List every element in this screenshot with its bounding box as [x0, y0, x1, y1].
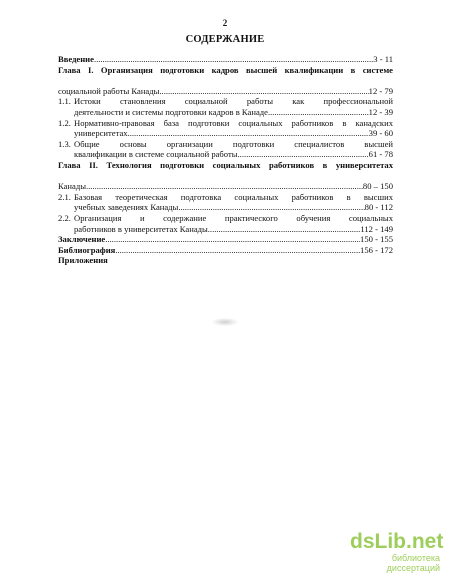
toc-leader-dots — [178, 202, 364, 213]
toc-entry-pages: 61 - 78 — [368, 149, 393, 160]
toc-entry-section-2-2[interactable] — [58, 213, 393, 234]
page-title: СОДЕРЖАНИЕ — [185, 34, 265, 45]
toc-entry-label: Библиография — [58, 244, 116, 255]
toc-entry-label: Введение — [58, 54, 94, 64]
toc-entry-pages: 12 - 39 — [368, 106, 393, 117]
toc-leader-dots — [159, 86, 368, 97]
toc-entry-pages: 112 - 149 — [360, 223, 393, 234]
toc-entry-section-1-2[interactable] — [58, 118, 393, 139]
toc-leader-dots — [105, 234, 360, 245]
toc-entry-title-line: Организация и содержание практического обучения социальных — [74, 212, 393, 223]
toc-entry-label: Заключение — [58, 234, 106, 245]
watermark-tagline: библиотека диссертаций — [386, 553, 440, 573]
toc-entry-title-line: Истоки становления социальной работы как профессиональной — [74, 96, 393, 107]
toc-entry-pages: 150 - 155 — [360, 234, 393, 245]
toc-entry-pages: 3 - 11 — [373, 54, 393, 64]
toc-entry-chapter-2[interactable] — [58, 160, 393, 192]
toc-entry-introduction[interactable] — [58, 54, 393, 65]
toc-entry-label: Приложения — [58, 255, 108, 266]
scan-smudge — [212, 318, 238, 326]
toc-entry-number: 1.2. — [58, 117, 71, 128]
watermark-logo: dsLib.net — [350, 530, 444, 553]
toc-entry-number: 1.3. — [58, 138, 71, 149]
toc-entry-title-line: работников в университетах Канады — [74, 223, 208, 234]
toc-entry-title-line: Нормативно-правовая база подготовки социальных работников в канадских — [74, 117, 393, 128]
toc-entry-title-line: университетах — [74, 128, 128, 139]
toc-entry-title-line: квалификации в системе социальной работы — [74, 149, 238, 160]
toc-entry-chapter-1[interactable] — [58, 65, 393, 97]
toc-leader-dots — [208, 224, 361, 235]
toc-entry-title-line: Глава II. Технология подготовки социальных работников в университетах — [58, 159, 393, 170]
toc-entry-title-line: Глава I. Организация подготовки кадров высшей квалификации в системе — [58, 64, 393, 75]
toc-entry-title-line: Базовая теоретическая подготовка социальных работников в высших — [74, 191, 393, 202]
toc-leader-dots — [94, 54, 373, 65]
toc-leader-dots — [128, 128, 369, 139]
table-of-contents — [58, 54, 393, 266]
toc-entry-title-line: Общие основы организации подготовки специалистов высшей — [74, 138, 393, 149]
toc-entry-number: 2.1. — [58, 191, 71, 202]
toc-entry-title-line: учебных заведениях Канады — [74, 202, 179, 213]
toc-entry-section-1-1[interactable] — [58, 96, 393, 117]
toc-entry-pages: 12 - 79 — [368, 85, 393, 96]
toc-entry-title-line: социальной работы Канады — [58, 85, 160, 96]
toc-entry-pages: 80 – 150 — [362, 181, 393, 192]
toc-entry-pages: 156 - 172 — [360, 244, 393, 255]
toc-entry-appendices[interactable] — [58, 255, 393, 266]
watermark — [350, 530, 444, 573]
toc-entry-bibliography[interactable] — [58, 245, 393, 256]
toc-leader-dots — [238, 149, 369, 160]
toc-entry-number: 1.1. — [58, 96, 71, 107]
toc-entry-number: 2.2. — [58, 212, 71, 223]
toc-entry-title-line: деятельности и системы подготовки кадров в Канаде — [74, 106, 268, 117]
toc-leader-dots — [115, 245, 360, 256]
toc-entry-pages: 80 - 112 — [364, 202, 393, 213]
toc-leader-dots — [86, 181, 363, 192]
toc-entry-title-line: Канады — [58, 181, 86, 192]
toc-entry-section-1-3[interactable] — [58, 139, 393, 160]
page-number: 2 — [222, 18, 228, 28]
toc-entry-pages: 39 - 60 — [368, 128, 393, 139]
toc-leader-dots — [268, 107, 369, 118]
toc-entry-section-2-1[interactable] — [58, 192, 393, 213]
toc-entry-conclusion[interactable] — [58, 234, 393, 245]
